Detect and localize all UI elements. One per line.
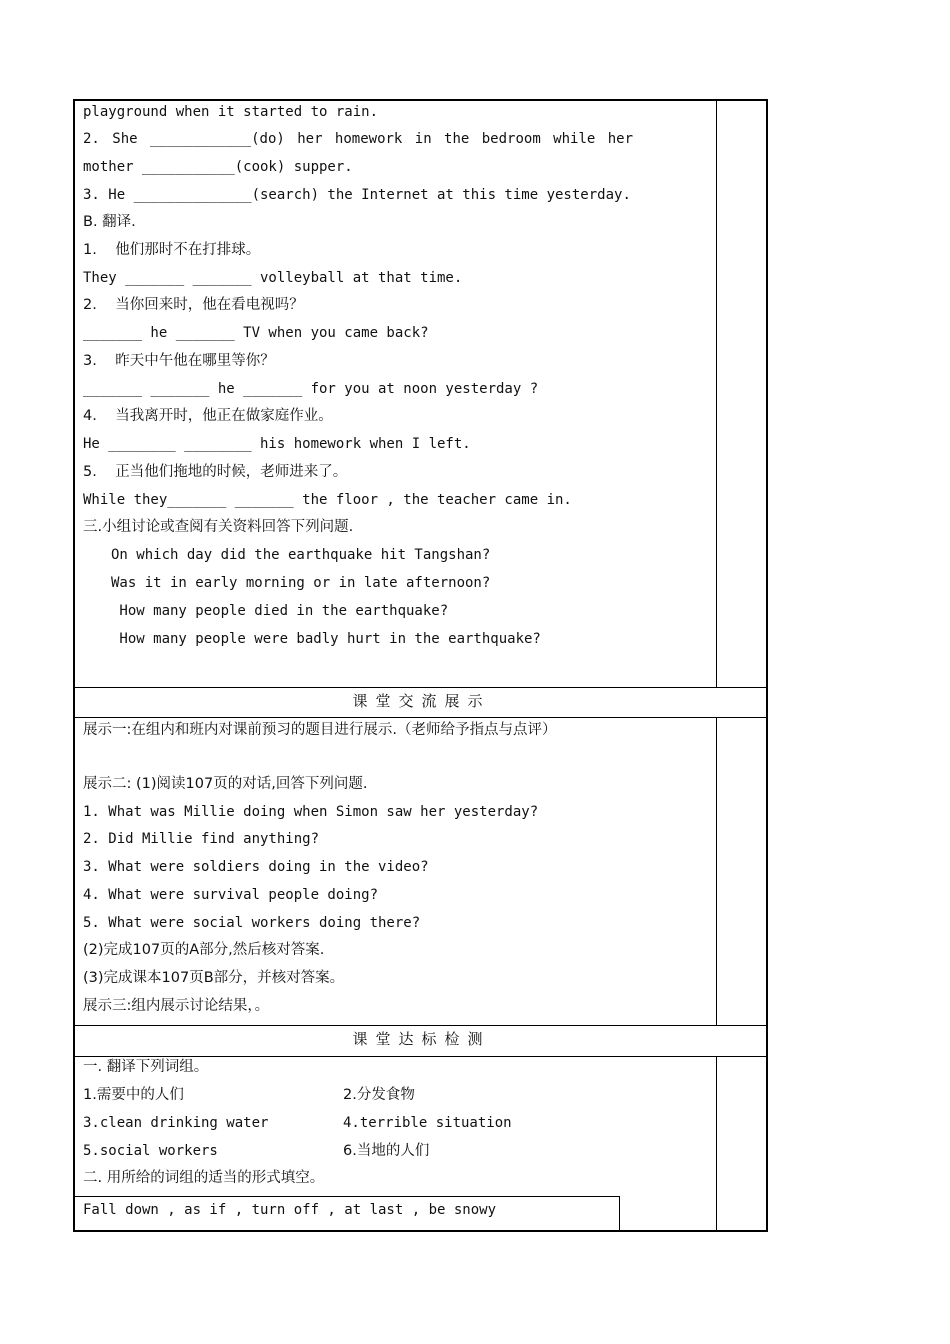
show-two: 展示二: (1)阅读107页的对话,回答下列问题.: [83, 776, 368, 792]
translate-item-cn: 3. 昨天中午他在哪里等你？: [83, 353, 275, 369]
reading-question: 5. What were social workers doing there?: [83, 915, 421, 931]
discussion-question: How many people died in the earthquake?: [111, 603, 449, 619]
translate-item-cn: 1. 他们那时不在打排球。: [83, 242, 261, 258]
column-divider: [716, 1056, 717, 1232]
phrase-item: 6.当地的人们: [343, 1143, 430, 1159]
show-three: 展示三:组内展示讨论结果，。: [83, 998, 270, 1014]
translate-item-cn: 5. 正当他们拖地的时候，老师进来了。: [83, 464, 348, 480]
phrase-item: 4.terrible situation: [343, 1115, 512, 1131]
word-bank-box: [75, 1196, 620, 1232]
section-divider: [75, 687, 766, 688]
translate-item-cn: 4. 当我离开时，他正在做家庭作业。: [83, 408, 333, 424]
step-two: (2)完成107页的A部分,然后核对答案.: [83, 942, 325, 958]
part-a-line-4: 3. He ______________(search) the Internet at this time yesterday.: [83, 187, 631, 203]
test-q1-title: 一. 翻译下列词组。: [83, 1059, 209, 1075]
translate-item-en: While they_______ _______ the floor , the teacher came in.: [83, 492, 572, 508]
test-q2-title: 二. 用所给的词组的适当的形式填空。: [83, 1170, 325, 1186]
word-bank-text: Fall down , as if , turn off , at last , be snowy: [83, 1202, 497, 1218]
translate-item-en: He ________ ________ his homework when I left.: [83, 436, 471, 452]
phrase-item: 3.clean drinking water: [83, 1115, 269, 1131]
translate-item-cn: 2. 当你回来时，他在看电视吗？: [83, 297, 304, 313]
discussion-question: On which day did the earthquake hit Tangshan?: [111, 547, 491, 563]
reading-question: 1. What was Millie doing when Simon saw her yesterday?: [83, 804, 539, 820]
phrase-item: 1.需要中的人们: [83, 1087, 184, 1103]
translate-item-en: They _______ _______ volleyball at that time.: [83, 270, 463, 286]
phrase-item: 5.social workers: [83, 1143, 218, 1159]
step-three: (3)完成课本107页B部分，并核对答案。: [83, 970, 345, 986]
section-divider: [75, 1025, 766, 1026]
discussion-question: How many people were badly hurt in the earthquake?: [111, 631, 541, 647]
show-one: 展示一:在组内和班内对课前预习的题目进行展示.（老师给予指点与点评）: [83, 722, 557, 738]
section-header-test: 课堂达标检测: [352, 1030, 491, 1048]
part-a-line-1: playground when it started to rain.: [83, 104, 379, 120]
part-three-title: 三.小组讨论或查阅有关资料回答下列问题.: [83, 519, 354, 535]
part-a-line-3: mother ___________(cook) supper.: [83, 159, 353, 175]
translate-item-en: _______ he _______ TV when you came back?: [83, 325, 429, 341]
reading-question: 4. What were survival people doing?: [83, 887, 379, 903]
part-b-title: B. 翻译.: [83, 214, 136, 230]
column-divider: [716, 101, 717, 687]
translate-item-en: _______ _______ he _______ for you at noon yesterday ?: [83, 381, 539, 397]
section-header-exchange: 课堂交流展示: [352, 692, 491, 710]
column-divider: [716, 717, 717, 1025]
part-a-line-2: 2. She ____________(do) her homework in the bedroom while her: [83, 131, 633, 147]
reading-question: 2. Did Millie find anything?: [83, 831, 320, 847]
reading-question: 3. What were soldiers doing in the video?: [83, 859, 429, 875]
worksheet-table: [73, 99, 768, 1232]
discussion-question: Was it in early morning or in late afternoon?: [111, 575, 491, 591]
section-divider: [75, 1056, 766, 1057]
phrase-item: 2.分发食物: [343, 1087, 415, 1103]
